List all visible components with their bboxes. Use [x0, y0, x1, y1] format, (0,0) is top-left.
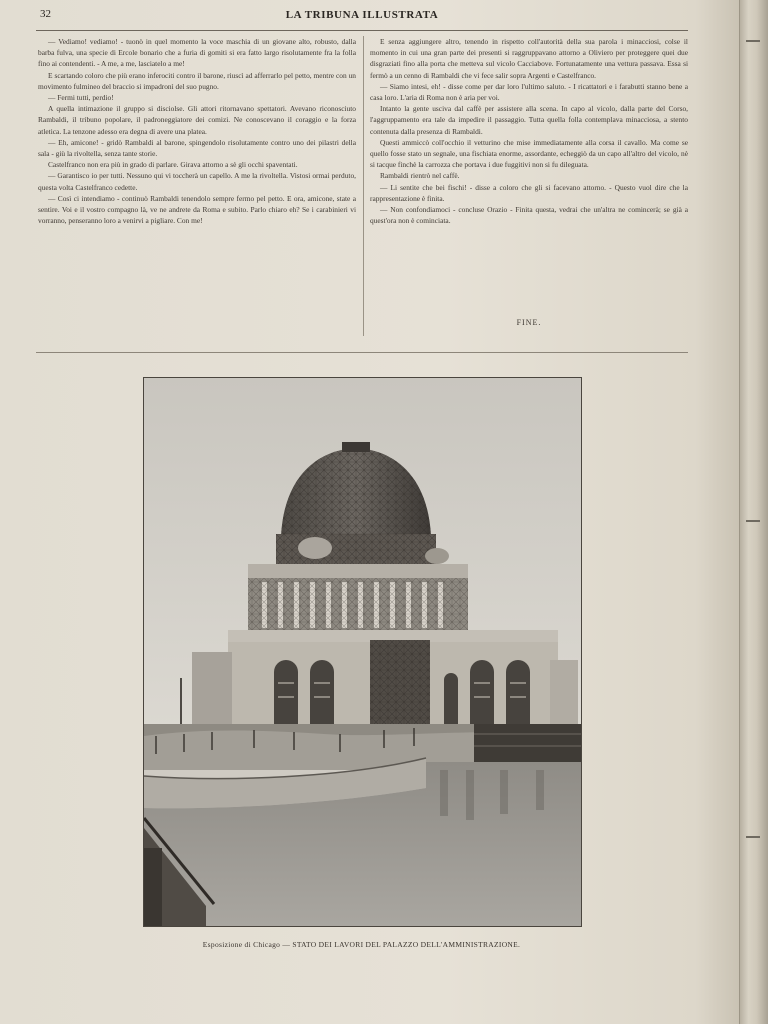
- page-number: 32: [40, 8, 51, 20]
- paragraph: — Eh, amicone! - gridò Rambaldi al barone, spingendolo risolutamente contro uno dei pilastri della sala - giù la rivoltella, senza tante storie.: [38, 137, 356, 159]
- paragraph: — Così ci intendiamo - continuò Rambaldi tenendolo sempre fermo pel petto. E ora, amicone, state a sentire. Voi e il vostro compagno là, ve ne andrete da Roma e subito. Parlo chiaro eh? Se i carabinieri vi vorranno, penseranno loro a venirvi a pigliare. Con me!: [38, 193, 356, 226]
- staple: [746, 40, 760, 42]
- figure-caption: Esposizione di Chicago — STATO DEI LAVORI DEL PALAZZO DELL'AMMINISTRAZIONE.: [202, 940, 521, 949]
- building-photograph: [143, 377, 582, 927]
- publication-title: LA TRIBUNA ILLUSTRATA: [285, 9, 439, 21]
- staple: [746, 520, 760, 522]
- end-mark: FINE.: [516, 318, 542, 327]
- paragraph: Castelfranco non era più in grado di parlare. Girava attorno a sè gli occhi spaventati.: [48, 160, 298, 170]
- paragraph: A quella intimazione il gruppo si disciolse. Gli attori ritornavano spettatori. Avevano riconosciuto Rambaldi, il tribuno popolare, il padroneggiatore dei comizi. Ne conoscevano il coraggio e la forza atletica. La tenzone adesso era degna di avere una platea.: [38, 104, 356, 136]
- page-header: [36, 8, 688, 31]
- column-divider: [363, 36, 364, 336]
- section-divider: [36, 352, 688, 353]
- paragraph: — Siamo intesi, eh! - disse come per dar loro l'ultimo saluto. - I ricattatori e i farabutti stanno bene a casa loro. L'aria di Roma non è aria per voi.: [370, 81, 688, 103]
- staple: [746, 836, 760, 838]
- paragraph: — Non confondiamoci - concluse Orazio - Finita questa, vedrai che un'altra ne comincerà; se già a quest'ora non è cominciata.: [370, 205, 688, 226]
- paragraph: Intanto la gente usciva dal caffè per assistere alla scena. In capo al vicolo, dalla parte del Corso, l'aggruppamento era tale da impedire il passaggio. Tutta quella folla contemplava minacciosa, a stento contenuta dalla presenza di Rambaldi.: [370, 104, 688, 136]
- paragraph: Rambaldi rientrò nel caffè.: [380, 171, 460, 181]
- paragraph: Questi ammiccò coll'occhio il vetturino che mise immediatamente alla corsa il cavallo. Ma come se quello fosse stato un segnale, una fischiata enorme, assordante, echeggiò da un capo all'altro del vicolo, nè si tacque finchè la carrozza che portava i due fuggitivi non si fu dileguata.: [370, 137, 688, 170]
- paragraph: — Li sentite che bei fischi! - disse a coloro che gli si facevano attorno. - Questo vuol dire che la rappresentazione è finita.: [370, 182, 688, 203]
- paragraph: E senza aggiungere altro, tenendo in rispetto coll'autorità della sua parola i minacciosi, colse il momento in cui una gran parte dei presenti si raggruppavano attorno a Oliviero per proteggere quei due disgraziati fino alla porta che metteva sul vicolo Cacciabove. Fortunatamente una vettura passava. Essa si fermò a un cenno di Rambaldi che vi fece salir sopra Argenti e Castelfranco.: [370, 37, 688, 80]
- article-column-right: [370, 36, 688, 226]
- article-column-left: [38, 36, 356, 226]
- page-binding: [739, 0, 768, 1024]
- paragraph: — Garantisco io per tutti. Nessuno qui vi toccherà un capello. A me la rivoltella. Vistosi ormai perduto, questa volta Castelfranco cedette.: [38, 171, 356, 192]
- paragraph: — Vediamo! vediamo! - tuonò in quel momento la voce maschia di un giovane alto, robusto, dalla barba fulva, una specie di Ercole bonario che a furia di gomiti si era fatto largo risolutamente fra la folla fino ai contendenti. - A me, a me, lasciatelo a me!: [38, 37, 356, 69]
- paragraph: — Fermi tutti, perdio!: [48, 93, 114, 103]
- paragraph: E scartando coloro che più erano inferociti contro il barone, riuscì ad afferrarlo pel petto, mentre con un movimento fulmineo del braccio si impadronì del suo pugno.: [38, 70, 356, 91]
